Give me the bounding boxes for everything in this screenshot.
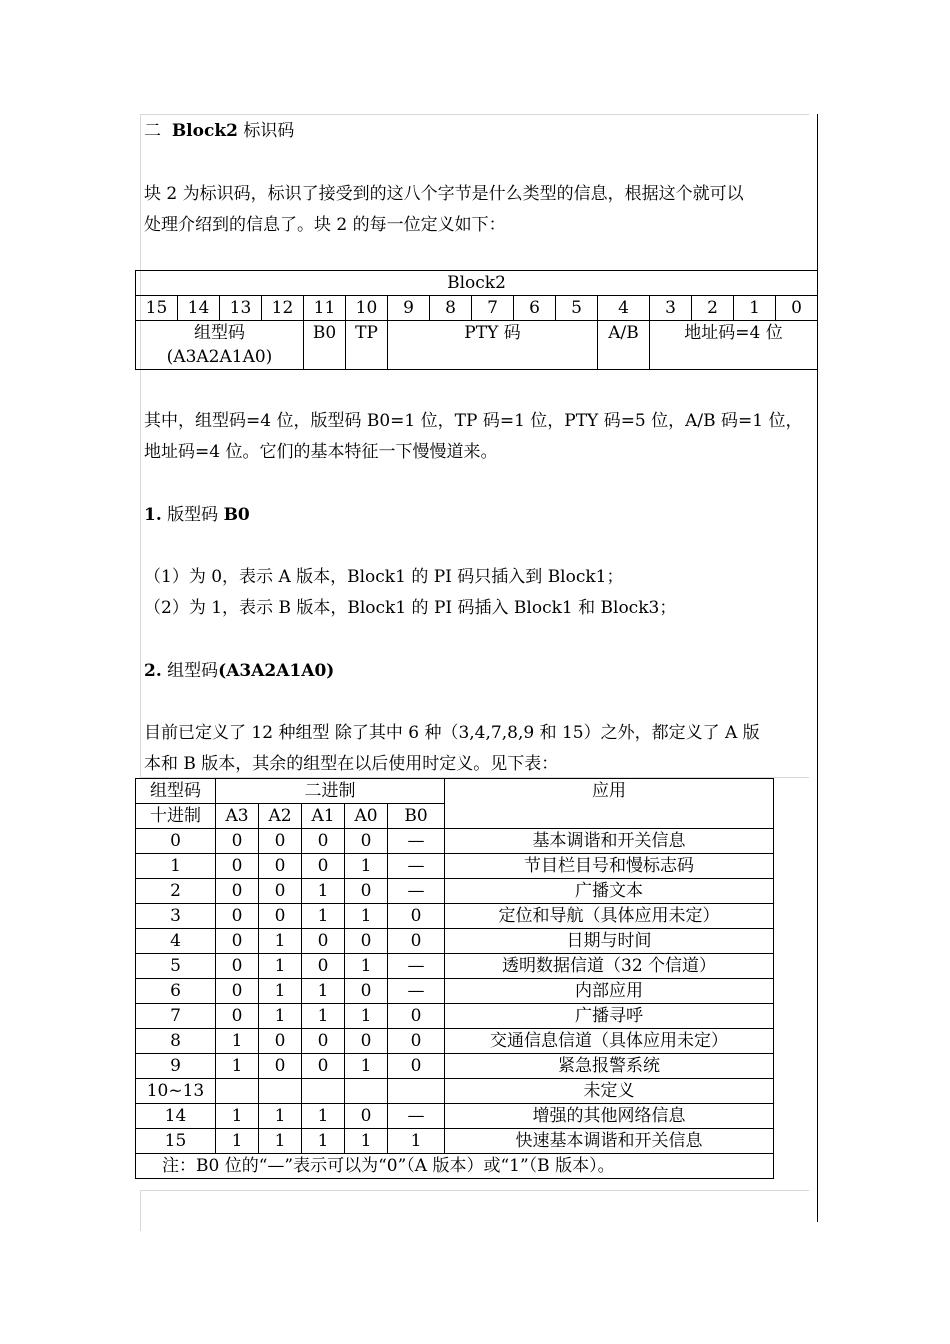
cell-bit: 1	[259, 954, 302, 979]
bit-cell: 13	[220, 296, 262, 321]
cell-decimal: 2	[136, 879, 216, 904]
header-b0: B0	[388, 804, 445, 829]
bit-cell: 11	[304, 296, 346, 321]
field-b0: B0	[304, 321, 346, 370]
cell-bit: 0	[216, 979, 259, 1004]
cell-application: 交通信息信道（具体应用未定）	[445, 1029, 774, 1054]
cell-bit: —	[388, 979, 445, 1004]
header-group-code: 组型码	[136, 779, 216, 804]
cell-bit: 0	[345, 829, 388, 854]
cell-bit: 0	[388, 1029, 445, 1054]
cell-application: 紧急报警系统	[445, 1054, 774, 1079]
cell-bit: 1	[302, 979, 345, 1004]
cell-bit: 0	[302, 954, 345, 979]
intro-paragraph: 块 2 为标识码，标识了接受到的这八个字节是什么类型的信息，根据这个就可以 处理介绍到的信息了。块 2 的每一位定义如下：	[144, 184, 744, 235]
table-row	[136, 1004, 774, 1029]
version-list	[144, 562, 676, 624]
cell-bit	[216, 1079, 259, 1104]
cell-decimal: 0	[136, 829, 216, 854]
table-note: 注：B0 位的“—”表示可以为“0”（A 版本）或“1”（B 版本）。	[136, 1154, 774, 1179]
cell-bit: 0	[259, 904, 302, 929]
cell-bit: 0	[302, 1029, 345, 1054]
cell-application: 快速基本调谐和开关信息	[445, 1129, 774, 1154]
cell-bit: —	[388, 954, 445, 979]
cell-decimal: 1	[136, 854, 216, 879]
cell-decimal: 14	[136, 1104, 216, 1129]
cell-decimal: 9	[136, 1054, 216, 1079]
cell-bit: —	[388, 829, 445, 854]
bit-cell: 6	[514, 296, 556, 321]
table-row	[136, 854, 774, 879]
cell-bit: 0	[345, 1029, 388, 1054]
cell-application: 定位和导航（具体应用未定）	[445, 904, 774, 929]
cell-application: 内部应用	[445, 979, 774, 1004]
group-intro-paragraph: 目前已定义了 12 种组型 除了其中 6 种（3,4,7,8,9 和 15）之外，都定义了 A 版 本和 B 版本，其余的组型在以后使用时定义。见下表：	[144, 723, 760, 774]
cell-bit: 0	[216, 829, 259, 854]
note-row	[136, 1154, 774, 1179]
field-pty: PTY 码	[388, 321, 598, 370]
cell-decimal: 4	[136, 929, 216, 954]
block2-title: Block2	[136, 271, 818, 296]
table-row	[136, 1129, 774, 1154]
cell-bit: 0	[388, 904, 445, 929]
cell-bit: 1	[345, 854, 388, 879]
cell-bit: 1	[302, 1104, 345, 1129]
table-row	[136, 1029, 774, 1054]
cell-bit: 0	[216, 1004, 259, 1029]
summary-paragraph: 其中，组型码=4 位，版型码 B0=1 位，TP 码=1 位，PTY 码=5 位，A/B 码=1 位， 地址码=4 位。它们的基本特征一下慢慢道来。	[144, 411, 803, 462]
cell-application: 透明数据信道（32 个信道）	[445, 954, 774, 979]
cell-bit: 0	[345, 1104, 388, 1129]
cell-decimal: 8	[136, 1029, 216, 1054]
table-row	[136, 1104, 774, 1129]
cell-bit: 1	[259, 1004, 302, 1029]
table-row	[136, 1079, 774, 1104]
cell-decimal: 6	[136, 979, 216, 1004]
cell-bit: —	[388, 1104, 445, 1129]
cell-bit: 1	[302, 879, 345, 904]
cell-bit: 1	[388, 1129, 445, 1154]
cell-bit: 1	[302, 904, 345, 929]
cell-bit: 0	[216, 879, 259, 904]
cell-bit: 0	[302, 854, 345, 879]
cell-bit: 0	[259, 879, 302, 904]
cell-bit: 1	[302, 1129, 345, 1154]
cell-decimal: 7	[136, 1004, 216, 1029]
cell-bit: 0	[216, 929, 259, 954]
cell-bit: 1	[345, 954, 388, 979]
bit-cell: 12	[262, 296, 304, 321]
header-binary: 二进制	[216, 779, 445, 804]
cell-application: 节目栏目号和慢标志码	[445, 854, 774, 879]
cell-bit: 0	[259, 854, 302, 879]
cell-bit	[345, 1079, 388, 1104]
bit-cell: 14	[178, 296, 220, 321]
bit-cell: 7	[472, 296, 514, 321]
field-group-code: 组型码 (A3A2A1A0)	[136, 321, 304, 370]
cell-application: 基本调谐和开关信息	[445, 829, 774, 854]
cell-bit	[259, 1079, 302, 1104]
cell-bit: 0	[216, 904, 259, 929]
cell-bit: 0	[302, 829, 345, 854]
cell-bit: —	[388, 854, 445, 879]
section-heading: 二 Block2 标识码	[144, 121, 295, 141]
cell-bit: 0	[259, 1054, 302, 1079]
cell-bit: 1	[259, 929, 302, 954]
cell-bit: 1	[345, 1129, 388, 1154]
section2-heading: 2. 组型码(A3A2A1A0)	[144, 661, 335, 681]
cell-application: 日期与时间	[445, 929, 774, 954]
table-row	[136, 929, 774, 954]
cell-bit: 1	[216, 1129, 259, 1154]
header-decimal: 十进制	[136, 804, 216, 829]
bit-cell: 8	[430, 296, 472, 321]
list-item: （2）为 1，表示 B 版本，Block1 的 PI 码插入 Block1 和 Block3；	[144, 598, 677, 618]
cell-application: 广播寻呼	[445, 1004, 774, 1029]
cell-bit: 1	[216, 1104, 259, 1129]
cell-bit: 0	[302, 929, 345, 954]
cell-bit: 0	[259, 1029, 302, 1054]
header-a1: A1	[302, 804, 345, 829]
header-a0: A0	[345, 804, 388, 829]
bit-cell: 9	[388, 296, 430, 321]
cell-bit: 0	[302, 1054, 345, 1079]
table-row	[136, 954, 774, 979]
bit-cell: 5	[556, 296, 598, 321]
cell-bit: 1	[345, 904, 388, 929]
bit-cell: 0	[776, 296, 818, 321]
bit-cell: 2	[692, 296, 734, 321]
field-row	[136, 321, 818, 370]
cell-bit: 1	[216, 1029, 259, 1054]
cell-bit: 0	[388, 1004, 445, 1029]
header-row	[136, 779, 774, 804]
cell-bit: —	[388, 879, 445, 904]
cell-decimal: 3	[136, 904, 216, 929]
section1-heading: 1. 版型码 B0	[144, 505, 250, 525]
header-application: 应用	[445, 779, 774, 829]
cell-bit: 0	[345, 979, 388, 1004]
bit-cell: 15	[136, 296, 178, 321]
group-type-table	[135, 778, 774, 1179]
cell-bit: 0	[216, 854, 259, 879]
cell-bit: 1	[216, 1054, 259, 1079]
cell-bit	[302, 1079, 345, 1104]
cell-application: 广播文本	[445, 879, 774, 904]
bit-cell: 4	[598, 296, 650, 321]
cell-bit: 1	[259, 979, 302, 1004]
bit-cell: 1	[734, 296, 776, 321]
cell-decimal: 5	[136, 954, 216, 979]
cell-application: 增强的其他网络信息	[445, 1104, 774, 1129]
cell-bit: 0	[259, 829, 302, 854]
table-row	[136, 829, 774, 854]
table-row	[136, 1054, 774, 1079]
cell-bit: 0	[388, 1054, 445, 1079]
cell-bit: 1	[302, 1004, 345, 1029]
header-a3: A3	[216, 804, 259, 829]
cell-decimal: 15	[136, 1129, 216, 1154]
list-item: （1）为 0，表示 A 版本，Block1 的 PI 码只插入到 Block1；	[144, 567, 624, 587]
cell-bit: 1	[259, 1104, 302, 1129]
cell-bit: 1	[259, 1129, 302, 1154]
cell-bit: 0	[345, 929, 388, 954]
cell-application: 未定义	[445, 1079, 774, 1104]
bit-cell: 10	[346, 296, 388, 321]
cell-bit: 0	[388, 929, 445, 954]
cell-decimal: 10~13	[136, 1079, 216, 1104]
table-row	[136, 979, 774, 1004]
header-a2: A2	[259, 804, 302, 829]
cell-bit	[388, 1079, 445, 1104]
bit-cell: 3	[650, 296, 692, 321]
cell-bit: 1	[345, 1054, 388, 1079]
cell-bit: 1	[345, 1004, 388, 1029]
table-row	[136, 904, 774, 929]
field-ab: A/B	[598, 321, 650, 370]
cell-bit: 0	[216, 954, 259, 979]
field-tp: TP	[346, 321, 388, 370]
page-frame-bottom	[140, 1190, 809, 1231]
bit-index-row	[136, 296, 818, 321]
field-address: 地址码=4 位	[650, 321, 818, 370]
table-row	[136, 879, 774, 904]
cell-bit: 0	[345, 879, 388, 904]
block2-bit-table	[135, 270, 818, 370]
